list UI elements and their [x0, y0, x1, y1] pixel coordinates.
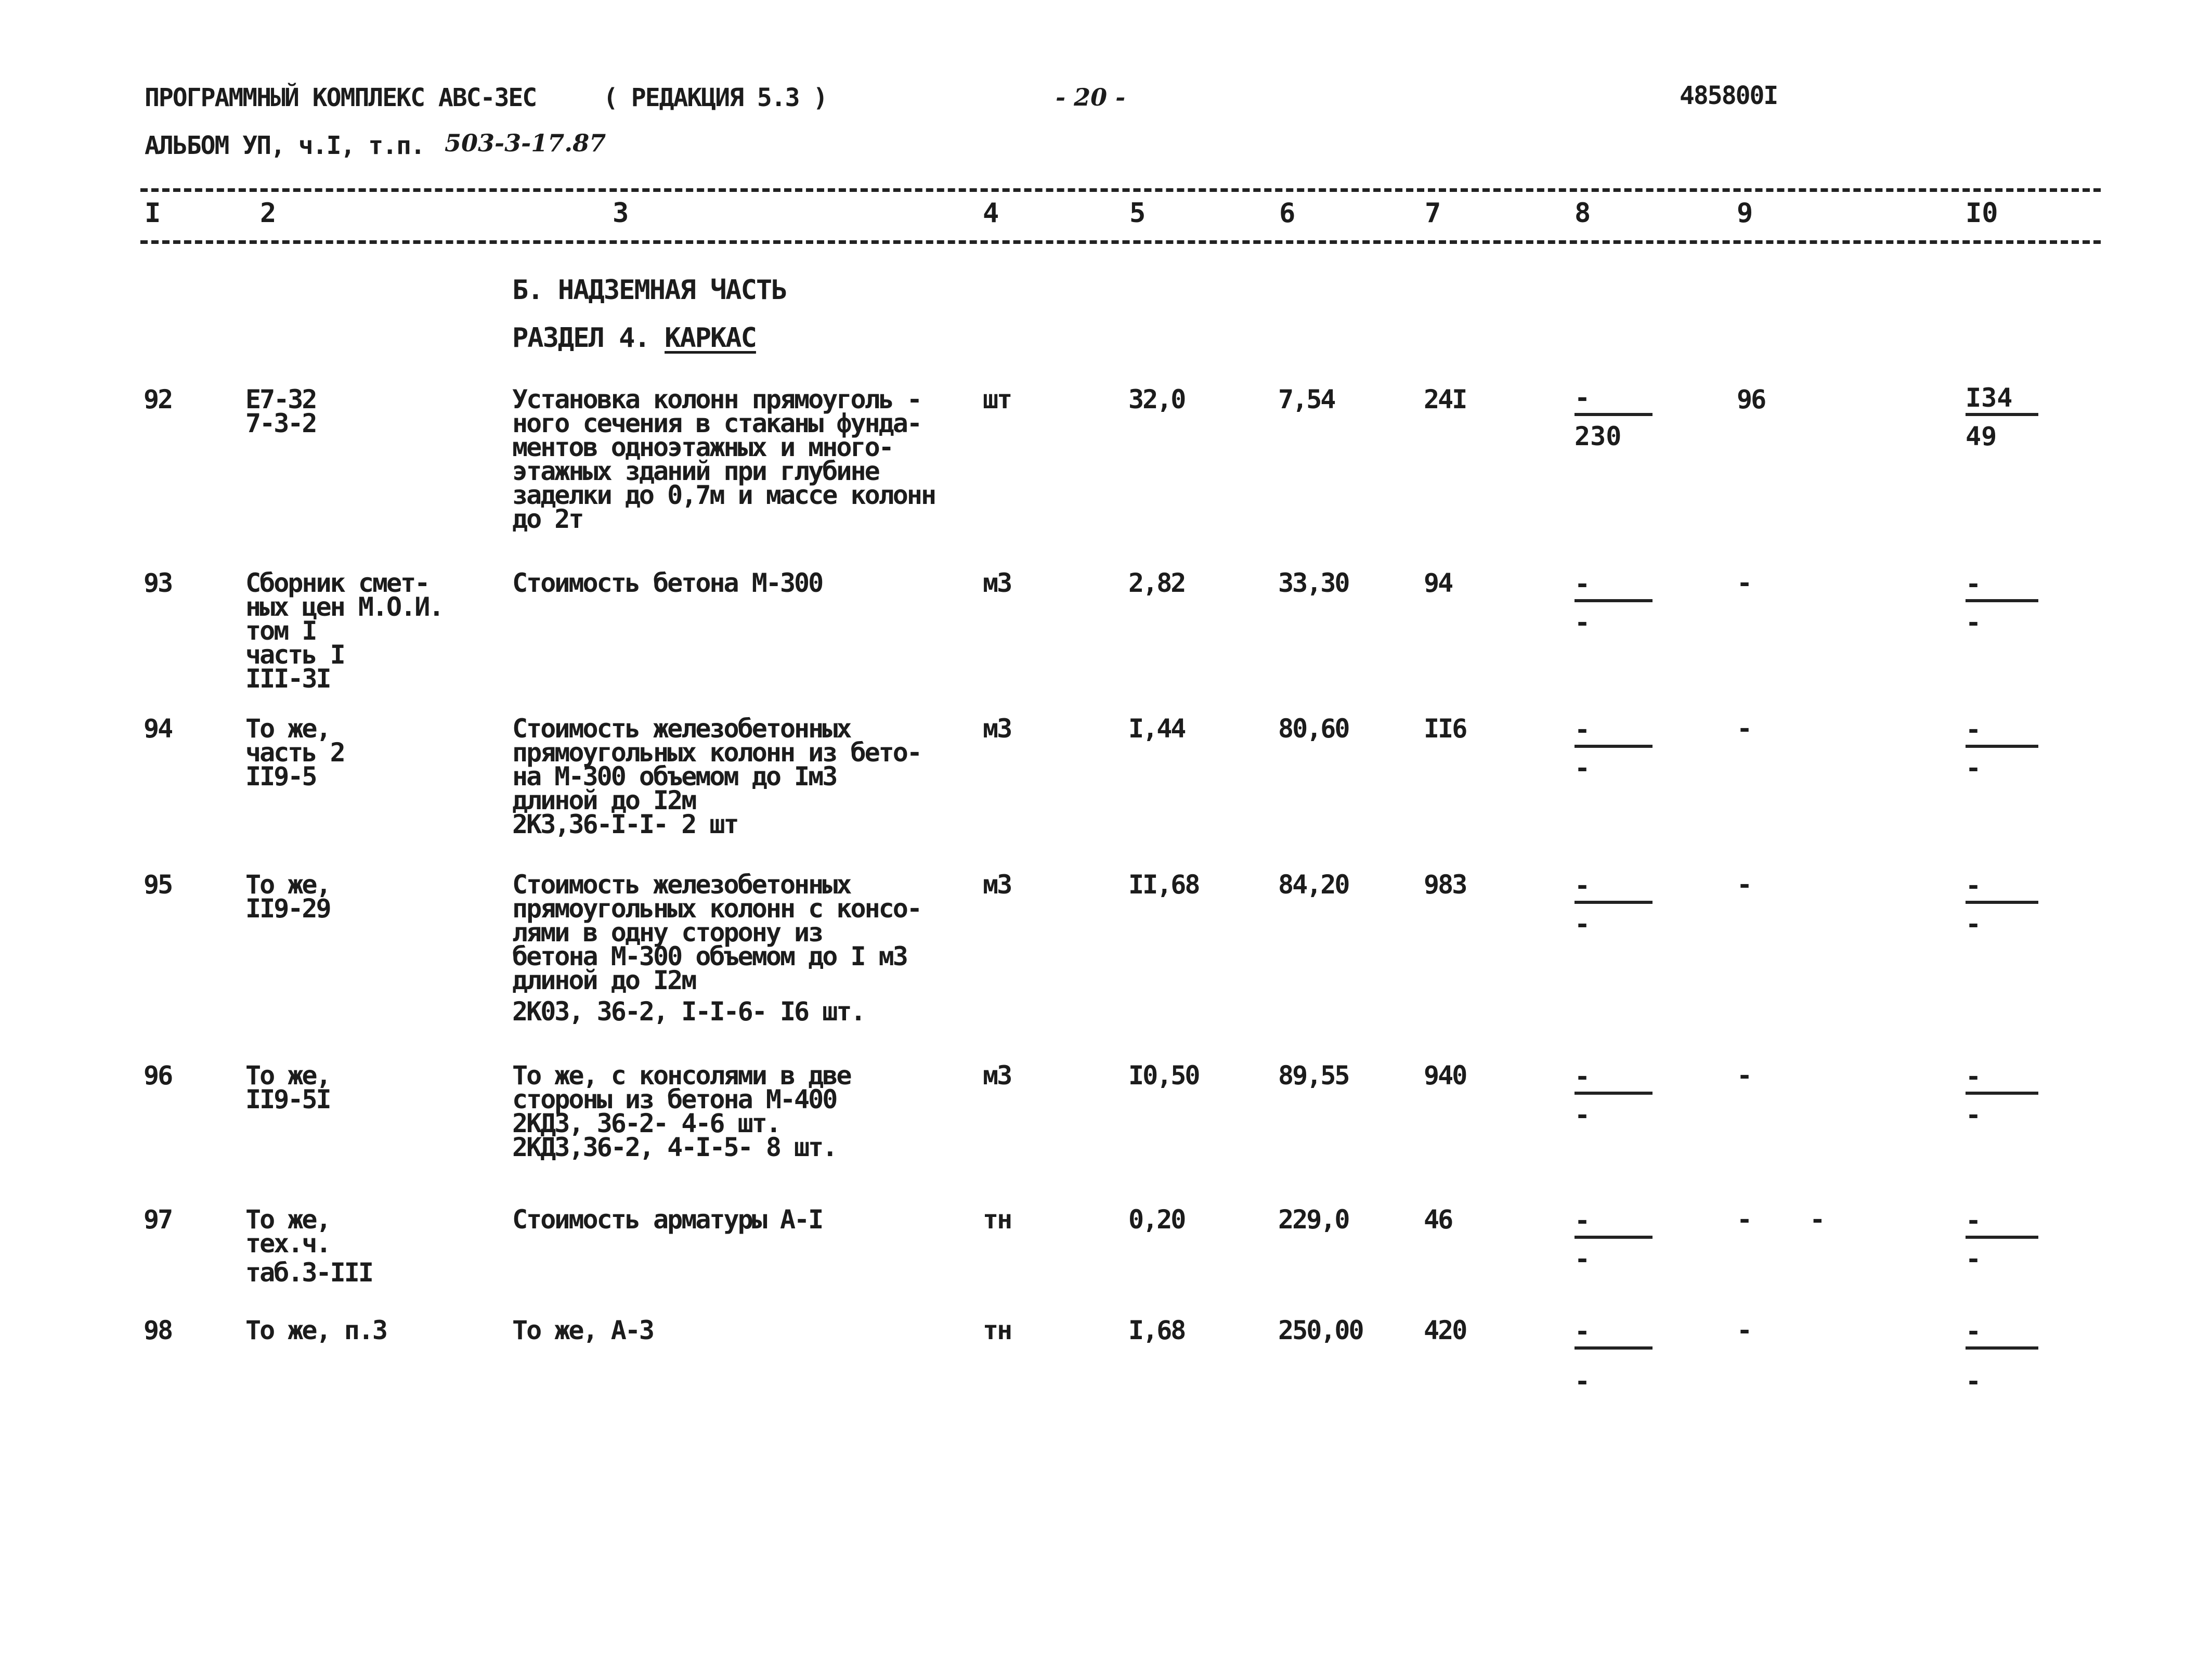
fraction-numerator: - — [1966, 1208, 2038, 1239]
fraction-numerator: - — [1575, 1208, 1653, 1239]
row-code — [245, 870, 330, 924]
row-unit: тн — [983, 1315, 1011, 1345]
row-total: 94 — [1424, 568, 1452, 598]
fraction-numerator: - — [1575, 571, 1653, 602]
fraction-numerator: - — [1966, 873, 2038, 904]
row-total: 24I — [1424, 384, 1466, 414]
fraction-numerator: - — [1966, 717, 2038, 748]
row-code — [245, 714, 344, 792]
row-unit-price: 84,20 — [1278, 870, 1349, 900]
row-unit: м3 — [983, 1060, 1011, 1091]
row-description — [512, 568, 823, 598]
row-unit: тн — [983, 1204, 1011, 1235]
row-col10-fraction — [1966, 1318, 2038, 1394]
desc-line: до 2т — [512, 504, 583, 534]
fraction-numerator: I34 — [1966, 385, 2038, 416]
fraction-denominator: - — [1966, 1100, 1982, 1130]
fraction-denominator: - — [1575, 1366, 1591, 1396]
desc-line: 2КД3, 36-2- 4-6 шт. — [512, 1108, 780, 1138]
row-total: 940 — [1424, 1060, 1466, 1091]
fraction-denominator: - — [1575, 753, 1591, 783]
code-line: Е7-32 — [245, 384, 316, 414]
fraction-denominator: - — [1575, 1100, 1591, 1130]
code-line: ных цен М.О.И. — [245, 592, 443, 622]
program-title: ПРОГРАММНЫЙ КОМПЛЕКС АВС-3ЕС — [145, 83, 537, 112]
row-col10-fraction — [1966, 385, 2038, 449]
row-quantity: II,68 — [1128, 870, 1199, 900]
desc-line: лями в одну сторону из — [512, 917, 823, 948]
row-unit-price: 89,55 — [1278, 1060, 1349, 1091]
row-quantity: I0,50 — [1128, 1060, 1199, 1091]
desc-line: прямоугольных колонн из бето- — [512, 737, 921, 768]
desc-line: заделки до 0,7м и массе колонн — [512, 480, 935, 510]
desc-line: Стоимость арматуры А-I — [512, 1204, 823, 1235]
row-col8-fraction — [1575, 571, 1653, 636]
desc-line: прямоугольных колонн с консо- — [512, 893, 921, 924]
section-razdel — [512, 322, 756, 354]
fraction-denominator: - — [1966, 607, 1982, 638]
row-col10-fraction — [1966, 1208, 2038, 1272]
row-total: 46 — [1424, 1204, 1452, 1235]
razdel-name: КАРКАС — [665, 322, 756, 354]
col-header-6: 6 — [1279, 198, 1296, 229]
desc-line: Установка колонн прямоуголь - — [512, 384, 921, 414]
desc-line: ментов одноэтажных и много- — [512, 432, 893, 462]
row-description — [512, 1315, 654, 1345]
row-col10-fraction — [1966, 873, 2038, 937]
code-line: II9-5I — [245, 1084, 330, 1114]
desc-line: на М-300 объемом до Iм3 — [512, 761, 837, 792]
col-header-1: I — [145, 198, 161, 229]
fraction-denominator: - — [1575, 607, 1591, 638]
razdel-prefix: РАЗДЕЛ 4. — [512, 322, 649, 354]
row-quantity: I,68 — [1128, 1315, 1185, 1345]
fraction-denominator: 49 — [1966, 421, 1997, 451]
code-line: тех.ч. — [245, 1228, 330, 1259]
row-unit: шт — [983, 384, 1011, 414]
fraction-denominator: - — [1966, 1244, 1982, 1274]
fraction-denominator: - — [1966, 909, 1982, 939]
col-header-10: I0 — [1966, 198, 1998, 229]
row-number: 95 — [144, 870, 172, 900]
row-col9: - - — [1737, 1204, 1846, 1235]
desc-line: 2КД3,36-2, 4-I-5- 8 шт. — [512, 1132, 837, 1162]
desc-line: длиной до I2м — [512, 965, 696, 995]
row-number: 92 — [144, 384, 172, 414]
code-line: III-3I — [245, 664, 330, 694]
desc-line: стороны из бетона М-400 — [512, 1084, 837, 1114]
row-col9: 96 — [1737, 384, 1765, 414]
fraction-numerator: - — [1966, 571, 2038, 602]
album-info: АЛЬБОМ УП, ч.I, т.п. — [145, 131, 424, 160]
fraction-denominator: - — [1575, 909, 1591, 939]
row-unit-price: 80,60 — [1278, 714, 1349, 744]
code-line: таб.3-III — [245, 1258, 372, 1288]
code-line: II9-29 — [245, 893, 330, 924]
row-col8-fraction — [1575, 385, 1653, 449]
header-bottom-rule — [140, 240, 2101, 244]
header-top-rule — [140, 188, 2101, 192]
row-number: 97 — [144, 1204, 172, 1235]
row-unit-price: 7,54 — [1278, 384, 1335, 414]
row-unit: м3 — [983, 714, 1011, 744]
desc-line: ного сечения в стаканы фунда- — [512, 408, 921, 438]
code-line: том I — [245, 616, 316, 646]
fraction-denominator: 230 — [1575, 421, 1622, 451]
row-quantity: 0,20 — [1128, 1204, 1185, 1235]
fraction-numerator: - — [1966, 1064, 2038, 1095]
desc-line: 2К3,36-I-I- 2 шт — [512, 809, 738, 839]
desc-line: бетона М-300 объемом до I м3 — [512, 941, 907, 971]
row-col8-fraction — [1575, 1318, 1653, 1394]
fraction-numerator: - — [1575, 385, 1653, 416]
row-number: 98 — [144, 1315, 172, 1345]
desc-line: То же, с консолями в две — [512, 1060, 851, 1091]
edition: ( РЕДАКЦИЯ 5.3 ) — [603, 83, 827, 112]
fraction-denominator: - — [1966, 753, 1982, 783]
fraction-denominator: - — [1575, 1244, 1591, 1274]
fraction-numerator: - — [1575, 1318, 1653, 1350]
row-number: 93 — [144, 568, 172, 598]
code-line: То же, — [245, 870, 330, 900]
fraction-numerator: - — [1575, 873, 1653, 904]
row-code — [245, 568, 443, 694]
col-header-7: 7 — [1425, 198, 1441, 229]
desc-line: этажных зданий при глубине — [512, 456, 879, 486]
document-number: 485800I — [1680, 81, 1778, 110]
row-code — [245, 384, 316, 438]
fraction-denominator: - — [1966, 1366, 1982, 1396]
row-col9: - — [1737, 1060, 1751, 1091]
row-code — [245, 1315, 387, 1345]
row-code — [245, 1204, 372, 1288]
row-description — [512, 714, 921, 839]
row-description — [512, 1204, 823, 1235]
row-total: 983 — [1424, 870, 1466, 900]
code-line: часть 2 — [245, 737, 344, 768]
row-description — [512, 870, 921, 1027]
row-col9: - — [1737, 714, 1751, 744]
row-code — [245, 1060, 330, 1114]
col-header-4: 4 — [983, 198, 999, 229]
row-description — [512, 1060, 851, 1162]
col-header-9: 9 — [1737, 198, 1753, 229]
col-header-8: 8 — [1575, 198, 1591, 229]
row-quantity: 2,82 — [1128, 568, 1185, 598]
row-quantity: I,44 — [1128, 714, 1185, 744]
row-col10-fraction — [1966, 717, 2038, 781]
row-col10-fraction — [1966, 1061, 2038, 1130]
fraction-numerator: - — [1575, 717, 1653, 748]
row-number: 96 — [144, 1060, 172, 1091]
row-unit: м3 — [983, 568, 1011, 598]
desc-line: То же, А-3 — [512, 1315, 654, 1345]
col-header-3: 3 — [613, 198, 629, 229]
row-col9: - — [1737, 568, 1751, 598]
row-col8-fraction — [1575, 1061, 1653, 1130]
fraction-numerator: - — [1966, 1318, 2038, 1350]
row-col9: - — [1737, 1315, 1751, 1345]
page-number: - 20 - — [1056, 83, 1126, 111]
col-header-5: 5 — [1129, 198, 1146, 229]
desc-line: Стоимость бетона М-300 — [512, 568, 823, 598]
row-total: II6 — [1424, 714, 1466, 744]
code-line: Сборник смет- — [245, 568, 429, 598]
code-line: 7-3-2 — [245, 408, 316, 438]
code-line: II9-5 — [245, 761, 316, 792]
section-part: Б. НАДЗЕМНАЯ ЧАСТЬ — [512, 275, 787, 306]
row-unit-price: 229,0 — [1278, 1204, 1349, 1235]
fraction-numerator: - — [1575, 1064, 1653, 1095]
row-col10-fraction — [1966, 571, 2038, 636]
code-line: часть I — [245, 640, 344, 670]
row-total: 420 — [1424, 1315, 1466, 1345]
row-col8-fraction — [1575, 1208, 1653, 1272]
code-line: То же, — [245, 714, 330, 744]
row-col8-fraction — [1575, 873, 1653, 937]
row-number: 94 — [144, 714, 172, 744]
row-unit: м3 — [983, 870, 1011, 900]
code-line: То же, п.3 — [245, 1315, 387, 1345]
row-description — [512, 384, 935, 534]
code-line: То же, — [245, 1060, 330, 1091]
row-col8-fraction — [1575, 717, 1653, 781]
row-col9: - — [1737, 870, 1751, 900]
desc-line: Стоимость железобетонных — [512, 870, 851, 900]
code-line: То же, — [245, 1204, 330, 1235]
col-header-2: 2 — [260, 198, 277, 229]
desc-line: длиной до I2м — [512, 785, 696, 815]
desc-line: 2К03, 36-2, I-I-6- I6 шт. — [512, 996, 865, 1027]
album-reference: 503-3-17.87 — [445, 129, 606, 157]
row-quantity: 32,0 — [1128, 384, 1185, 414]
desc-line: Стоимость железобетонных — [512, 714, 851, 744]
row-unit-price: 33,30 — [1278, 568, 1349, 598]
row-unit-price: 250,00 — [1278, 1315, 1363, 1345]
